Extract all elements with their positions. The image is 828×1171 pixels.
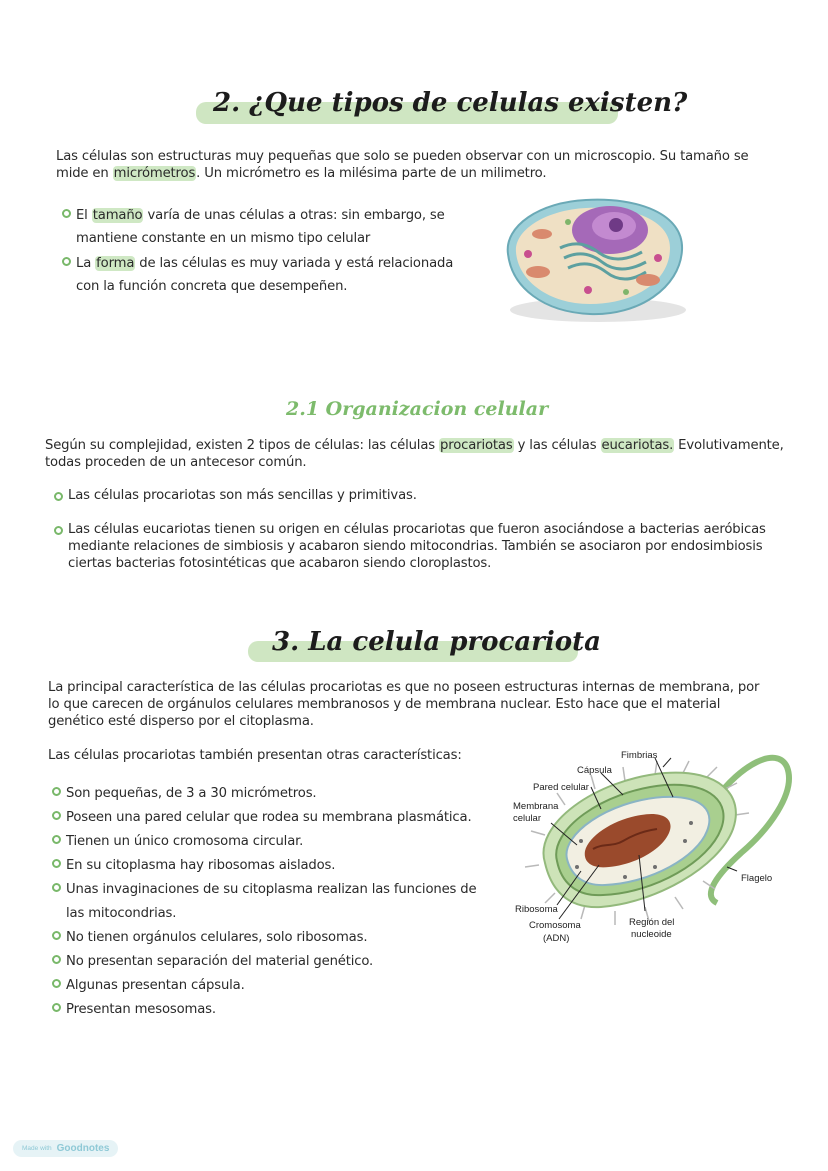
label-region-del: Región del (629, 917, 675, 928)
label-fimbrias: Fimbrias (621, 750, 658, 761)
list-item: Poseen una pared celular que rodea su membrana plasmática. (48, 806, 488, 830)
section-3-title: 3. La celula procariota (272, 627, 601, 657)
section-2-1-bullets (50, 487, 790, 572)
label-capsula: Cápsula (577, 765, 612, 776)
label-pared-celular: Pared celular (533, 782, 589, 793)
made-with-text: Made with (22, 1145, 52, 1152)
list-item: Algunas presentan cápsula. (48, 974, 488, 998)
section-2-intro: Las células son estructuras muy pequeñas que solo se pueden observar con un microscopio. Su tamaño se mide en micrómetros. Un micrómetro es la milésima parte de un milimetro. (56, 149, 749, 181)
eukaryotic-cell-illustration (498, 192, 694, 328)
label-adn: (ADN) (543, 933, 570, 944)
label-nucleoide: nucleoide (631, 929, 672, 940)
section-2-1-intro: Según su complejidad, existen 2 tipos de células: las células procariotas y las células eucariotas. Evolutivamente, todas proceden de un antecesor común. (45, 438, 784, 470)
list-item: La forma de las células es muy variada y está relacionada con la función concreta que desempeñen. (58, 252, 468, 298)
list-item: No presentan separación del material genético. (48, 950, 488, 974)
list-item: Son pequeñas, de 3 a 30 micrómetros. (48, 782, 488, 806)
label-membrana: Membrana (513, 801, 559, 812)
list-item: En su citoplasma hay ribosomas aislados. (48, 854, 488, 878)
highlight-procariotas: procariotas (440, 438, 513, 453)
label-ribosoma: Ribosoma (515, 904, 558, 915)
goodnotes-brand: Goodnotes (56, 1143, 110, 1154)
section-2-1-title: 2.1 Organizacion celular (286, 398, 549, 420)
list-item: No tienen orgánulos celulares, solo ribosomas. (48, 926, 488, 950)
highlight-eucariotas: eucariotas. (601, 438, 674, 453)
section-3-lead: Las células procariotas también presentan otras características: (48, 748, 462, 763)
list-item: Las células procariotas son más sencillas y primitivas. (50, 487, 790, 504)
list-item: Presentan mesosomas. (48, 998, 488, 1022)
section-3-bullets (48, 782, 488, 1022)
list-item: El tamaño varía de unas células a otras: sin embargo, se mantiene constante en un mismo tipo celular (58, 204, 468, 250)
list-item: Tienen un único cromosoma circular. (48, 830, 488, 854)
label-cromosoma: Cromosoma (529, 920, 581, 931)
section-2-title: 2. ¿Que tipos de celulas existen? (213, 88, 688, 118)
highlight-micrometros: micrómetros (113, 166, 196, 181)
list-item: Unas invaginaciones de su citoplasma realizan las funciones de las mitocondrias. (48, 878, 488, 926)
list-item: Las células eucariotas tienen su origen en células procariotas que fueron asociándose a bacterias aeróbicas mediante relaciones de simbiosis y acabaron siendo mitocondrias. También se asociaron por endosimbiosis ciertas bacterias fotosintéticas que acabaron siendo cloroplastos. (50, 521, 790, 572)
section-2-bullets (58, 204, 468, 298)
goodnotes-watermark (13, 1140, 118, 1157)
label-membrana-celular: celular (513, 813, 541, 824)
label-flagelo: Flagelo (741, 873, 773, 884)
prokaryotic-cell-diagram (505, 745, 805, 950)
section-3-intro: La principal característica de las células procariotas es que no poseen estructuras internas de membrana, por lo que carecen de orgánulos celulares membranosos y de membrana nuclear. Esto hace que el material genético esté disperso por el citoplasma. (48, 680, 760, 729)
